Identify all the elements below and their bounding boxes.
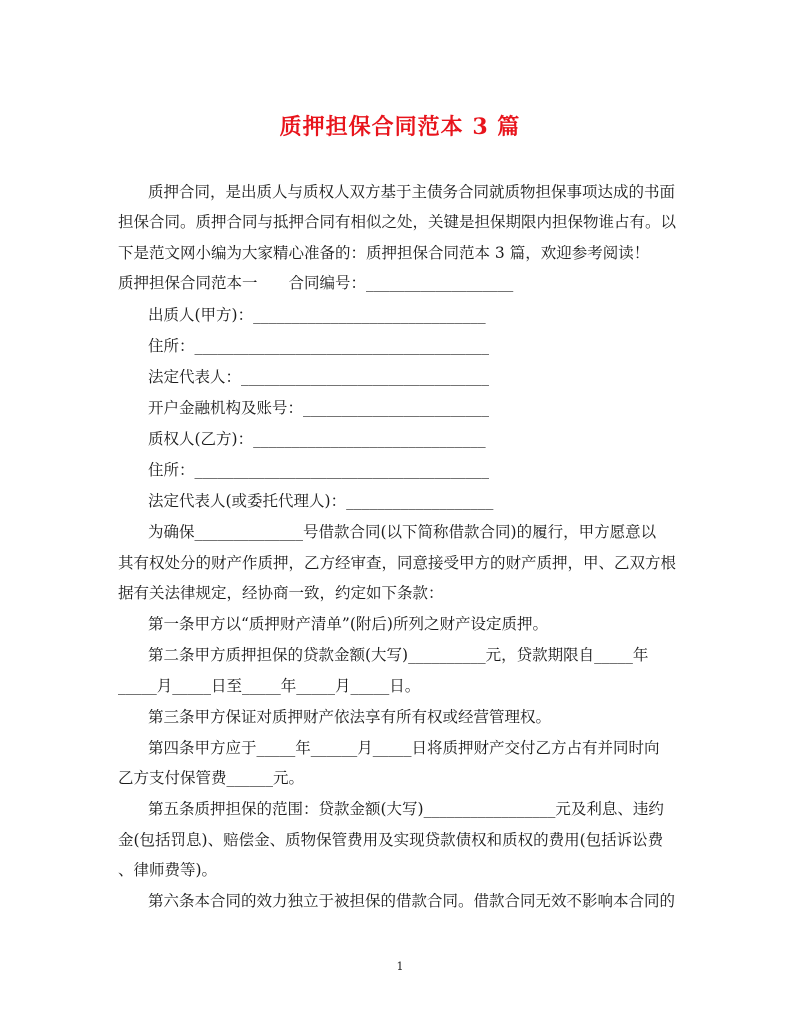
paragraph-line: 第一条甲方以“质押财产清单”(附后)所列之财产设定质押。 bbox=[148, 615, 548, 633]
paragraph-line: 乙方支付保管费______元。 bbox=[118, 769, 305, 787]
paragraph-line: 其有权处分的财产作质押，乙方经审查，同意接受甲方的财产质押，甲、乙双方根 bbox=[118, 554, 677, 572]
paragraph-line: 第六条本合同的效力独立于被担保的借款合同。借款合同无效不影响本合同的 bbox=[148, 892, 676, 910]
page-number: 1 bbox=[396, 960, 404, 973]
paragraph-line: 、律师费等)。 bbox=[118, 861, 218, 879]
paragraph-line: 住所：______________________________________ bbox=[148, 461, 490, 479]
paragraph-line: 下是范文网小编为大家精心准备的：质押担保合同范本 3 篇，欢迎参考阅读！ bbox=[118, 244, 650, 262]
paragraph-line: _____月_____日至_____年_____月_____日。 bbox=[118, 677, 421, 695]
paragraph-line: 法定代表人：________________________________ bbox=[148, 368, 490, 386]
paragraph-line: 开户金融机构及账号：________________________ bbox=[148, 399, 490, 417]
paragraph-line: 据有关法律规定，经协商一致，约定如下条款： bbox=[118, 584, 444, 602]
paragraph-line: 金(包括罚息)、赔偿金、质物保管费用及实现贷款债权和质权的费用(包括诉讼费 bbox=[118, 831, 664, 849]
paragraph-line: 法定代表人(或委托代理人)：___________________ bbox=[148, 492, 494, 510]
paragraph-line: 第二条甲方质押担保的贷款金额(大写)__________元，贷款期限自_____年 bbox=[148, 646, 649, 664]
paragraph-line: 担保合同。质押合同与抵押合同有相似之处，关键是担保期限内担保物谁占有。以 bbox=[118, 213, 677, 231]
document-title: 质押担保合同范本 3 篇 bbox=[279, 114, 521, 140]
paragraph-line: 第三条甲方保证对质押财产依法享有所有权或经营管理权。 bbox=[148, 708, 552, 726]
paragraph-line: 质权人(乙方)：______________________________ bbox=[148, 430, 486, 448]
paragraph-line: 第五条质押担保的范围：贷款金额(大写)_________________元及利息、违约 bbox=[148, 800, 664, 818]
paragraph-line: 为确保______________号借款合同(以下简称借款合同)的履行，甲方愿意以 bbox=[148, 523, 657, 541]
paragraph-line: 第四条甲方应于_____年______月_____日将质押财产交付乙方占有并同时向 bbox=[148, 739, 660, 757]
paragraph-line: 住所：______________________________________ bbox=[148, 337, 490, 355]
paragraph-line: 出质人(甲方)：______________________________ bbox=[148, 306, 486, 324]
paragraph-line: 质押担保合同范本一 合同编号：___________________ bbox=[118, 274, 514, 292]
paragraph-line: 质押合同，是出质人与质权人双方基于主债务合同就质物担保事项达成的书面 bbox=[148, 183, 676, 201]
